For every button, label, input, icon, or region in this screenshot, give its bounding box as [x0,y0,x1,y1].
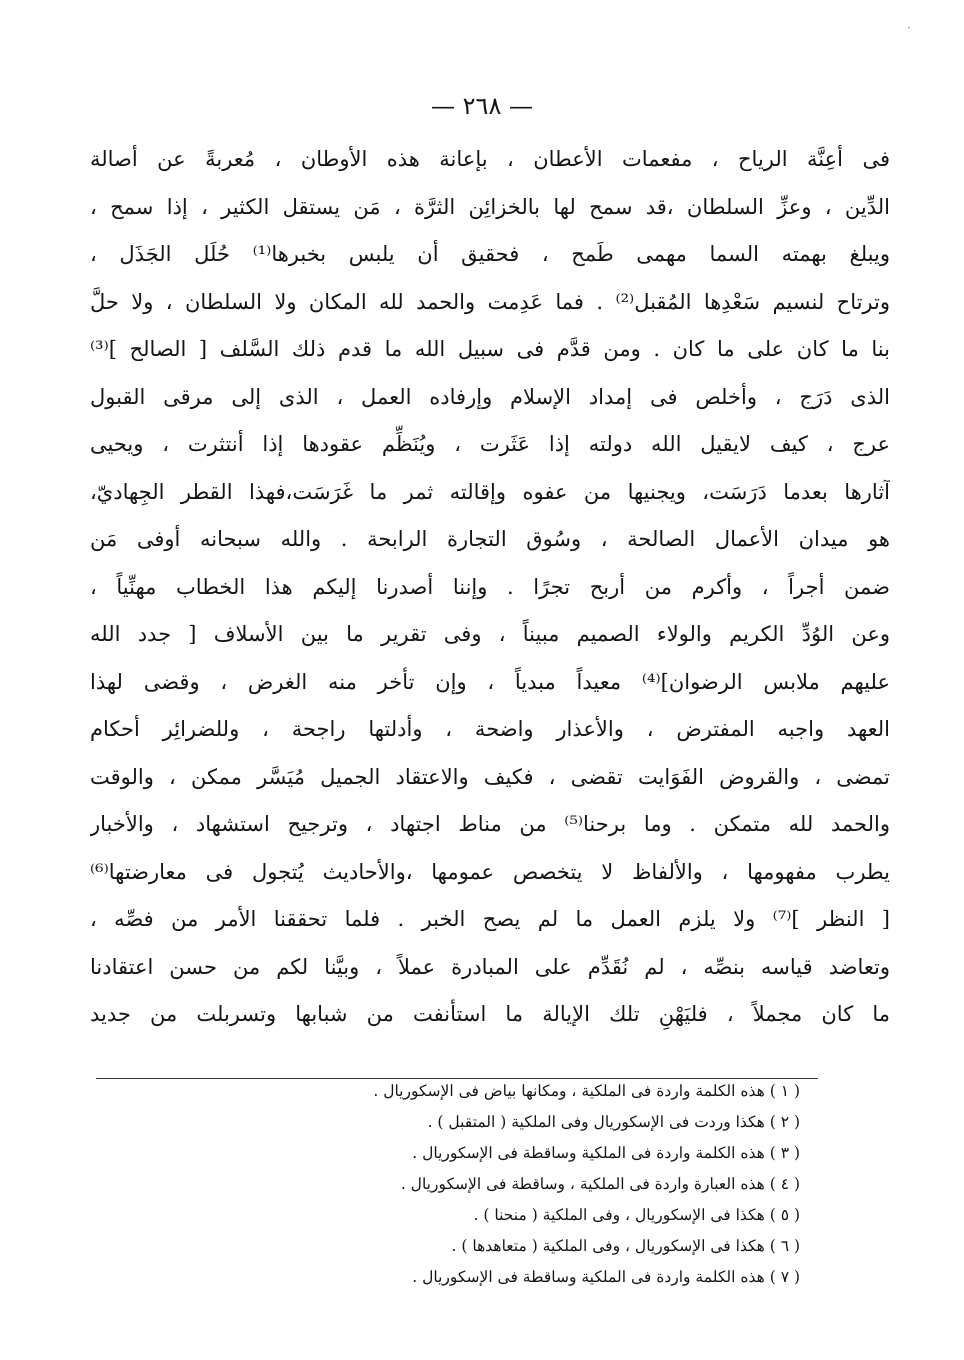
text-line: هو ميدان الأعمال الصالحة ، وسُوق التجارة الرابحة . والله سبحانه أوفى مَن [90,527,890,551]
text-line: آثارها بعدما دَرَسَت، ويجنيها من عفوه وإقالته ثمر ما غَرَسَت،فهذا القطر الجِهاديّ، [90,479,890,504]
text-line: وعن الوُدِّ الكريم والولاء الصميم مبيناً ، وفى تقرير ما بين الأسلاف [ جدد الله [90,622,890,646]
page-number: — ٢٦٨ — [431,92,533,120]
text-line: عرج ، كيف لايقيل الله دولته إذا عَثَرت ، ويُنَظِّم عقودها إذا أنتثرت ، ويحيى [90,432,890,456]
text-line: ضمن أجراً ، وأكرم من أربح تجرًا . وإننا أصدرنا إليكم هذا الخطاب مهنِّياً ، [90,574,890,599]
text-line: الدِّين ، وعزِّ السلطان ،قد سمح لها بالخزائِن الثرَّة ، مَن يستقل الكثير ، إذا سمح ، [90,194,890,219]
text-line: الذى دَرَج ، وأخلص فى إمداد الإسلام وإرفاده العمل ، الذى إلى مرقى القبول [90,384,890,409]
footnotes [360,1076,800,1293]
footnote-item: ( ٣ ) هذه الكلمة واردة فى الملكية وساقطة فى الإسكوريال . [412,1144,800,1162]
footnote-item: ( ٥ ) هكذا فى الإسكوريال ، وفى الملكية ( منحنا ) . [473,1206,800,1224]
footnote-item: ( ٧ ) هذه الكلمة واردة فى الملكية وساقطة فى الإسكوريال . [412,1268,800,1286]
text-line: وتعاضد قياسه بنصِّه ، لم نُقَدِّم على المبادرة عملاً ، وبيَّنا لكم من حسن اعتقادنا [90,954,890,979]
text-line: يطرب مفهومها ، والألفاظ لا يتخصص عمومها ،والأحاديث يُتجول فى معارضتها⁽⁶⁾ [90,859,890,884]
text-line: عليهم ملابس الرضوان]⁽⁴⁾ معيداً مبدياً ، وإن تأخر منه الغرض ، وقضى لهذا [90,669,890,694]
text-line: [ النظر ]⁽⁷⁾ ولا يلزم العمل ما لم يصح الخبر . فلما تحققنا الأمر من فصِّه ، [90,907,890,931]
text-line: ما كان مجملاً ، فليَهْنِ تلك الإيالة ما استأنفت من شبابها وتسربلت من جديد [90,1002,890,1026]
text-line: العهد واجبه المفترض ، والأعذار واضحة ، وأدلتها راجحة ، وللضرائِر أحكام [90,717,890,741]
text-line: بنا ما كان على ما كان . ومن قدَّم فى سبيل الله ما قدم ذلك السَّلف [ الصالح ]⁽³⁾ [90,337,890,361]
scan-corner-mark: · [906,21,912,36]
body-text [90,136,890,1039]
footnote-item: ( ١ ) هذه الكلمة واردة فى الملكية ، ومكانها بياض فى الإسكوريال . [373,1082,800,1100]
text-line: ويبلغ بهمته السما مهمى طَمح ، فحقيق أن يلبس بخبرها⁽¹⁾ حُلَل الجَذَل ، [90,242,890,266]
footnote-item: ( ٢ ) هكذا وردت فى الإسكوريال وفى الملكية ( المتقبل ) . [427,1113,800,1131]
footnote-item: ( ٤ ) هذه العبارة واردة فى الملكية ، وساقطة فى الإسكوريال . [400,1175,800,1193]
text-line: فى أعِنَّة الرياح ، مفعمات الأعطان ، بإعانة هذه الأوطان ، مُعربةً عن أصالة [90,147,890,171]
text-line: وترتاح لنسيم سَعْدِها المُقبل⁽²⁾ . فما عَدِمت والحمد لله المكان ولا السلطان ، ولا حلَّ [90,289,890,314]
text-line: والحمد لله متمكن . وما برحنا⁽⁵⁾ من مناط اجتهاد ، وترجيح استشهاد ، والأخبار [90,812,890,836]
footnote-item: ( ٦ ) هكذا فى الإسكوريال ، وفى الملكية ( متعاهدها ) . [451,1237,800,1255]
text-line: تمضى ، والقروض الفَوَايت تقضى ، فكيف والاعتقاد الجميل مُيَسَّر ممكن ، والوقت [90,764,890,789]
